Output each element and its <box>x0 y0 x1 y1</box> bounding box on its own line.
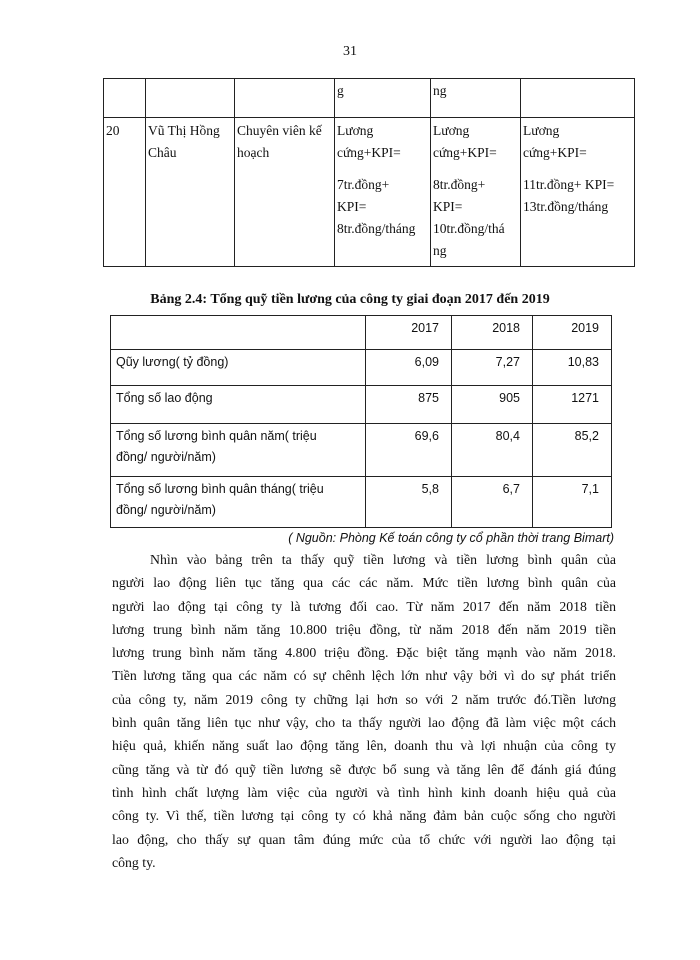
paragraph-line: hiệu quả, khiến năng suất lao động tăng lên, doanh thu và lợi nhuận của công ty <box>112 738 616 754</box>
year-header: 2018 <box>452 316 533 350</box>
paragraph-line: công ty. Vì thế, tiền lương tại công ty có khả năng đảm bản cuộc sống cho người <box>112 808 616 824</box>
salary-line: 10tr.đồng/thá <box>433 221 505 236</box>
table-cell: 1271 <box>533 386 612 424</box>
table-cell <box>521 79 635 118</box>
salary-line: KPI= <box>337 199 367 214</box>
salary-line: Lương <box>337 123 374 138</box>
paragraph-line: cũng tăng và từ đó quỹ tiền lương sẽ được bổ sung và tăng lên để đánh giá đúng <box>112 761 616 777</box>
name-line: Châu <box>148 145 177 160</box>
salary-line: 13tr.đồng/tháng <box>523 199 609 214</box>
salary-2018-cell <box>431 118 521 267</box>
paragraph-line: bình quân tăng liên tục như vậy, cho ta thấy người lao động đã làm việc một cách <box>112 715 616 731</box>
paragraph-line: lương trung bình năm tăng 10.800 triệu đồng, từ năm 2018 đến năm 2019 tiền <box>112 621 616 637</box>
table-cell <box>104 79 146 118</box>
paragraph-line: người lao động tại công ty là tương đối cao. Từ năm 2017 đến năm 2018 tiền <box>112 598 616 614</box>
position-line: hoạch <box>237 145 270 160</box>
table-cell: 6,7 <box>452 477 533 528</box>
position-cell <box>235 118 335 267</box>
employee-salary-table-continued <box>103 78 635 267</box>
table-cell: g <box>335 79 431 118</box>
wage-fund-table <box>110 315 612 528</box>
paragraph-line: Nhìn vào bảng trên ta thấy quỹ tiền lương và tiền lương bình quân của <box>150 552 616 567</box>
paragraph-line: của công ty, năm 2019 công ty chững lại hơn so với 2 năm trước đó.Tiền lương <box>112 691 616 707</box>
salary-line: Lương <box>433 123 470 138</box>
salary-line: Lương <box>523 123 560 138</box>
table-cell: 80,4 <box>452 424 533 477</box>
salary-line: 11tr.đồng+ KPI= <box>523 177 615 192</box>
table-caption: Bảng 2.4: Tổng quỹ tiền lương của công ty giai đoạn 2017 đến 2019 <box>150 292 550 307</box>
salary-line: cứng+KPI= <box>523 145 587 160</box>
salary-line: cứng+KPI= <box>433 145 497 160</box>
row-label: Tổng số lao động <box>111 386 366 424</box>
table-cell: 875 <box>366 386 452 424</box>
row-label-line: Tổng số lương bình quân năm( triệu <box>116 429 317 443</box>
table-cell: 10,83 <box>533 350 612 386</box>
name-cell <box>146 118 235 267</box>
table-header-row <box>111 316 612 350</box>
table-row <box>111 350 612 386</box>
table-cell: 6,09 <box>366 350 452 386</box>
table-row <box>111 386 612 424</box>
stt-cell: 20 <box>104 118 146 267</box>
row-label-line: đồng/ người/năm) <box>116 450 216 464</box>
table-cell <box>235 79 335 118</box>
body-paragraph <box>112 548 616 874</box>
table-row <box>104 79 635 118</box>
table-cell: 905 <box>452 386 533 424</box>
salary-2017-cell <box>335 118 431 267</box>
paragraph-line: Tiền lương tăng qua các năm có sự chênh lệch lớn như vậy bởi vì do sự phát triển <box>112 668 616 684</box>
table-cell <box>146 79 235 118</box>
table-cell: 5,8 <box>366 477 452 528</box>
year-header: 2017 <box>366 316 452 350</box>
page-number: 31 <box>343 44 357 59</box>
paragraph-line: lao động, cho thấy sự quan tâm đúng mức của tổ chức với người lao động tại <box>112 831 616 847</box>
source-note: ( Nguồn: Phòng Kế toán công ty cổ phần thời trang Bimart) <box>288 531 614 545</box>
row-label-line: đồng/ người/năm) <box>116 503 216 517</box>
row-label-line: Tổng số lương bình quân tháng( triệu <box>116 482 324 496</box>
row-label <box>111 477 366 528</box>
salary-line: 8tr.đồng/tháng <box>337 221 416 236</box>
table-row <box>104 118 635 267</box>
paragraph-line: công ty. <box>112 854 156 870</box>
salary-2019-cell <box>521 118 635 267</box>
table-cell: 7,27 <box>452 350 533 386</box>
header-empty-cell <box>111 316 366 350</box>
paragraph-line: tình hình chất lượng làm việc của người và tình hình kinh doanh hiệu quả của <box>112 784 616 800</box>
salary-line: cứng+KPI= <box>337 145 401 160</box>
salary-line: 8tr.đồng+ <box>433 177 486 192</box>
salary-line: 7tr.đồng+ <box>337 177 390 192</box>
year-header: 2019 <box>533 316 612 350</box>
salary-line: ng <box>433 243 447 258</box>
table-row <box>111 477 612 528</box>
table-cell: 85,2 <box>533 424 612 477</box>
row-label: Qũy lương( tỷ đồng) <box>111 350 366 386</box>
table-row <box>111 424 612 477</box>
salary-line: KPI= <box>433 199 463 214</box>
name-line: Vũ Thị Hồng <box>148 123 220 138</box>
paragraph-line: người lao động liên tục tăng qua các các năm. Mức tiền lương bình quân của <box>112 575 616 591</box>
table-cell: ng <box>431 79 521 118</box>
position-line: Chuyên viên kế <box>237 123 322 138</box>
table-cell: 7,1 <box>533 477 612 528</box>
paragraph-line: lương trung bình năm tăng 4.800 triệu đồng. Đặc biệt tăng mạnh vào năm 2018. <box>112 645 616 661</box>
table-cell: 69,6 <box>366 424 452 477</box>
row-label <box>111 424 366 477</box>
